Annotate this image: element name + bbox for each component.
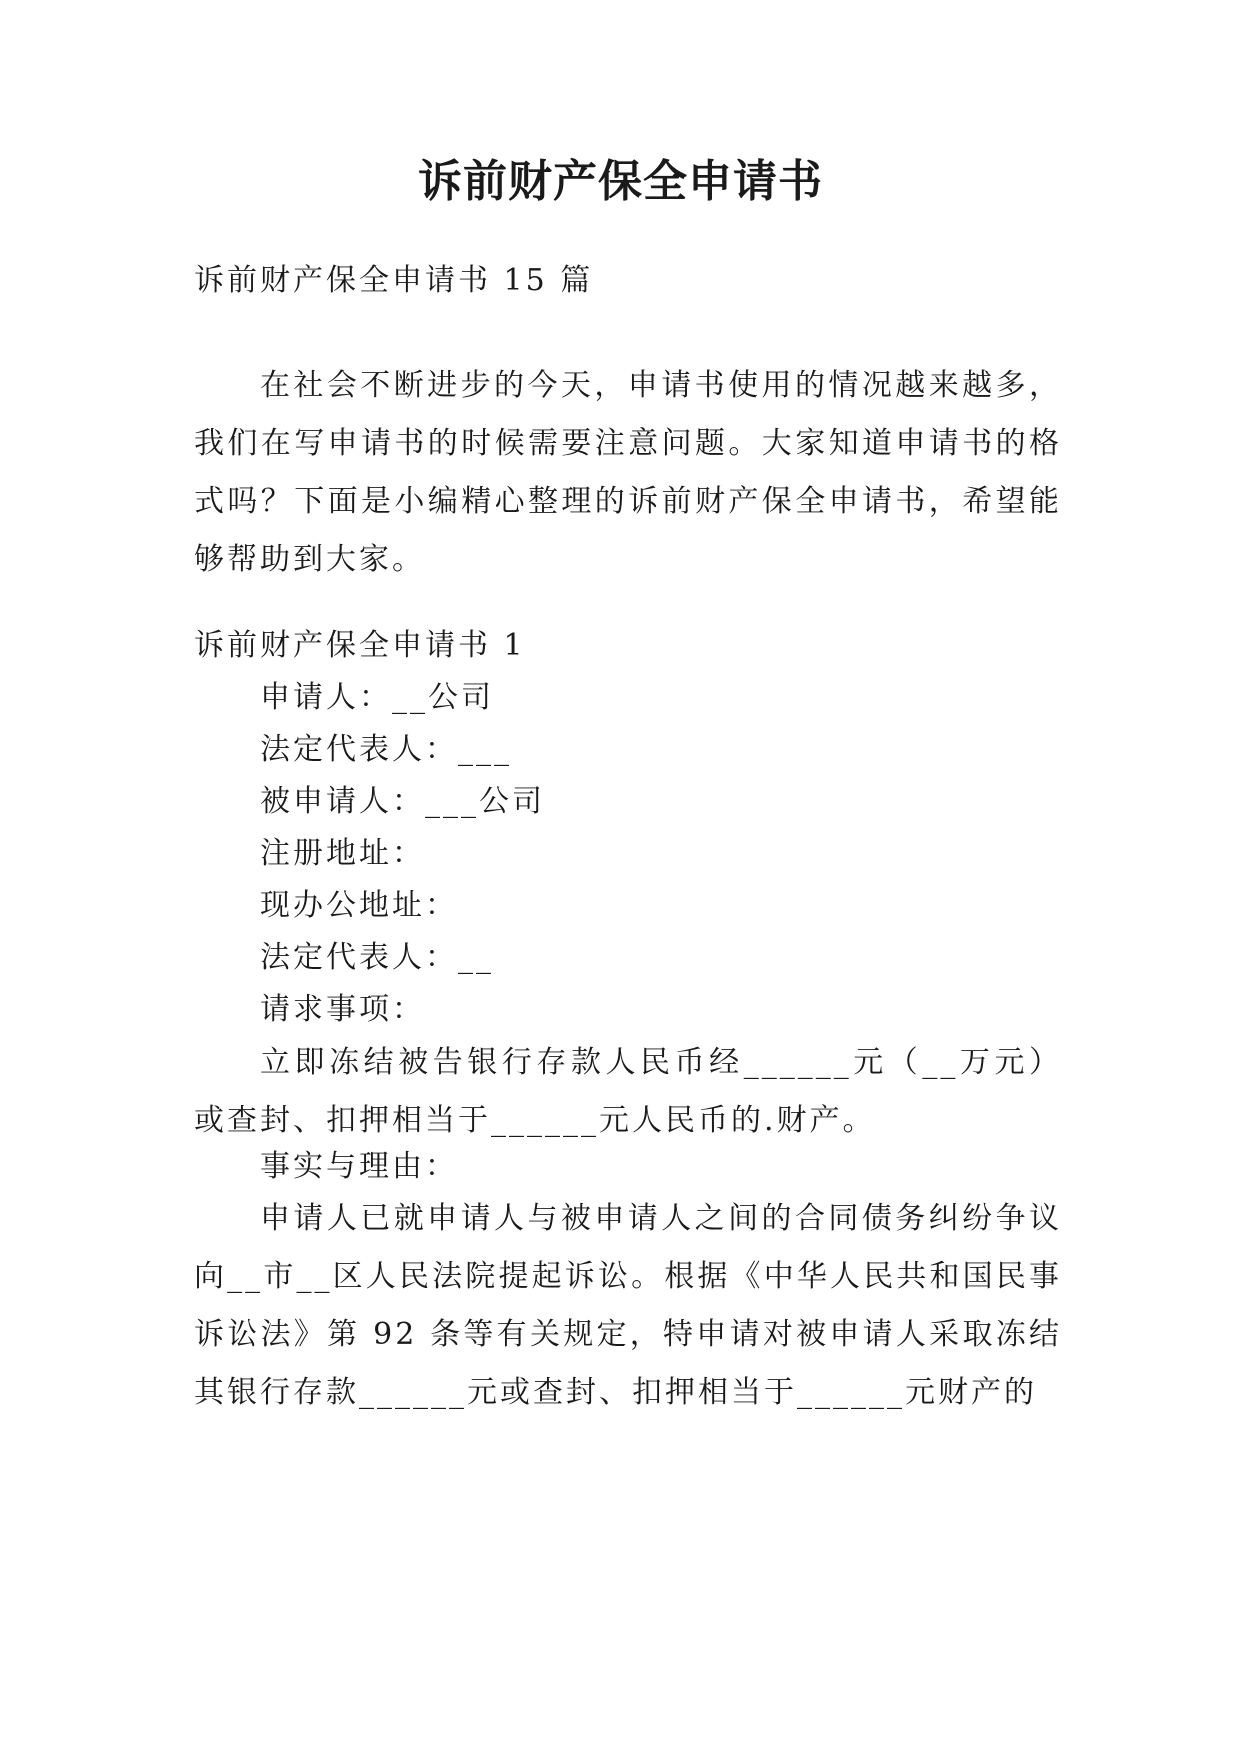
respondent-legal-representative-field: 法定代表人：__ <box>260 940 494 975</box>
document-subtitle: 诉前财产保全申请书 15 篇 <box>194 263 594 298</box>
section-heading: 诉前财产保全申请书 1 <box>194 628 526 663</box>
request-paragraph: 立即冻结被告银行存款人民币经______元（__万元）或查封、扣押相当于______元人民币的.财产。 <box>194 1045 1062 1138</box>
facts-heading: 事实与理由： <box>260 1149 458 1184</box>
request-heading: 请求事项： <box>260 992 425 1027</box>
office-address-field: 现办公地址： <box>260 888 458 923</box>
legal-representative-field: 法定代表人：___ <box>260 732 512 767</box>
facts-paragraph: 申请人已就申请人与被申请人之间的合同债务纠纷争议向__市__区人民法院提起诉讼。根据《中华人民共和国民事诉讼法》第 92 条等有关规定，特申请对被申请人采取冻结其银行存款______元或查封、扣押相当于______元财产的 <box>194 1201 1062 1410</box>
registered-address-field: 注册地址： <box>260 836 425 871</box>
document-title: 诉前财产保全申请书 <box>418 156 823 207</box>
respondent-field: 被申请人：___公司 <box>260 784 545 819</box>
applicant-field: 申请人：__公司 <box>260 680 494 715</box>
intro-paragraph: 在社会不断进步的今天，申请书使用的情况越来越多，我们在写申请书的时候需要注意问题。大家知道申请书的格式吗？下面是小编精心整理的诉前财产保全申请书，希望能够帮助到大家。 <box>194 368 1062 577</box>
